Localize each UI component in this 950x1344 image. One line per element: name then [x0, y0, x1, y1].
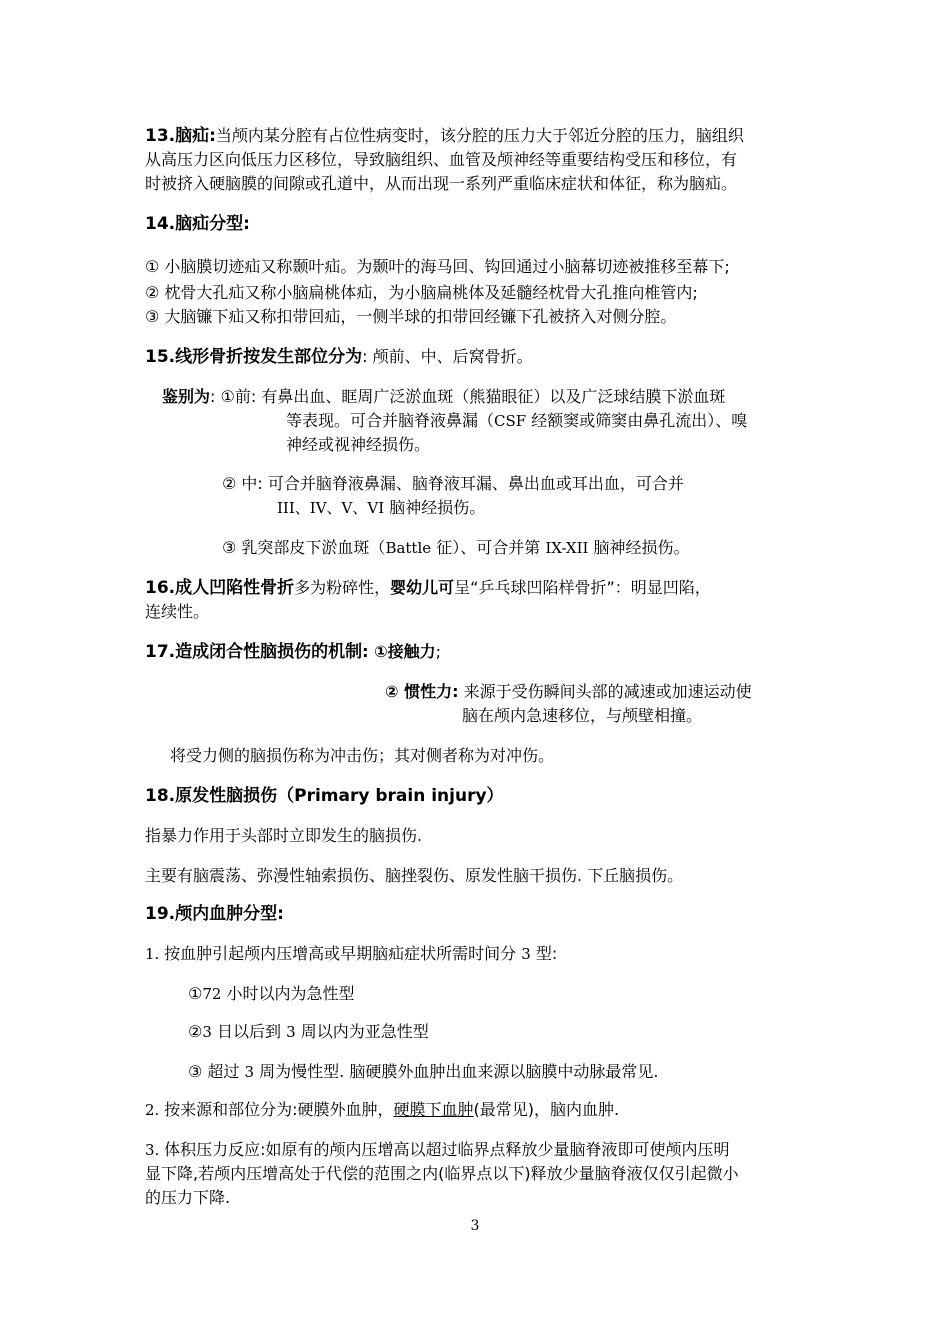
- section-18-line-2: 主要有脑震荡、弥漫性轴索损伤、脑挫裂伤、原发性脑干损伤. 下丘脑损伤。: [145, 866, 684, 885]
- section-15-diag-line-1: [162, 385, 725, 409]
- section-15-posterior-line: [222, 536, 690, 560]
- text-span: 周为慢性型. 脑硬膜外血肿出血来源以脑膜中动脉最常见.: [254, 1062, 659, 1081]
- section-19-title: 19.颅内血肿分型:: [145, 904, 284, 924]
- text-span: ③ 超过: [188, 1062, 245, 1081]
- subdural-hematoma-underlined: 硬膜下血肿: [393, 1100, 474, 1119]
- section-14-title: 14.脑疝分型:: [145, 214, 250, 234]
- text-span: 按来源和部位分为:硬膜外血肿，: [164, 1100, 394, 1119]
- section-15-title-line: [145, 345, 533, 369]
- section-19-type-2: [188, 1020, 429, 1044]
- section-17-note: 将受力侧的脑损伤称为冲击伤；其对侧者称为对冲伤。: [170, 746, 555, 765]
- section-15-middle-line-2: [277, 496, 485, 520]
- text-span: ② 惯性力:: [385, 682, 459, 701]
- text-span: IX-XII: [545, 539, 589, 557]
- text-span: 3: [202, 1023, 212, 1041]
- section-17-title-line: [145, 640, 441, 664]
- text-span: 征）、可合并第: [431, 538, 546, 557]
- section-15-middle-line-1: ② 中: 可合并脑脊液鼻漏、脑脊液耳漏、鼻出血或耳出血，可合并: [222, 474, 684, 493]
- section-13-text: 当颅内某分腔有占位性病变时，该分腔的压力大于邻近分腔的压力，脑组织: [215, 126, 744, 145]
- text-span: ①: [188, 984, 203, 1003]
- text-span: Battle: [385, 539, 432, 557]
- text-span: 多为粉碎性，: [294, 578, 391, 597]
- text-span: 1.: [145, 945, 165, 963]
- section-19-type-3: [188, 1060, 658, 1084]
- text-span: 3: [244, 1063, 255, 1081]
- text-span: 3.: [145, 1141, 165, 1159]
- text-span: 16.成人凹陷性骨折: [145, 578, 295, 598]
- section-15-anterior-text: : ①前: 有鼻出血、眶周广泛淤血斑（熊猫眼征）以及广泛球结膜下淤血斑: [210, 387, 726, 406]
- text-span: 周以内为亚急性型: [295, 1022, 429, 1041]
- text-span: 婴幼儿可: [390, 578, 455, 597]
- text-span: CSF: [494, 412, 527, 430]
- text-span: (最常见)，脑内血肿.: [473, 1100, 620, 1119]
- section-16-line-1: [145, 576, 711, 600]
- section-17-inertia-line-1: [385, 680, 752, 704]
- text-span: : ①接触力: [362, 642, 436, 661]
- page-number: 3: [470, 1218, 480, 1234]
- section-19-item-3-line-1: [145, 1138, 730, 1162]
- text-span: 日以后到: [211, 1022, 287, 1041]
- section-15-title-rest: : 颅前、中、后窝骨折。: [362, 347, 533, 366]
- text-span: 按血肿引起颅内压增高或早期脑疝症状所需时间分: [164, 944, 522, 963]
- section-18-title: 18.原发性脑损伤（Primary brain injury）: [145, 786, 504, 806]
- section-13-line-2: 从高压力区向低压力区移位，导致脑组织、血管及颅神经等重要结构受压和移位，有: [145, 150, 738, 169]
- text-span: 3: [286, 1023, 296, 1041]
- section-19-item-1: [145, 942, 557, 966]
- section-14-item-1: ① 小脑膜切迹疝又称颞叶疝。为颞叶的海马回、钩回通过小脑幕切迹被推移至幕下;: [145, 257, 730, 276]
- text-span: 3: [521, 945, 531, 963]
- section-13-label: 13.脑疝:: [145, 126, 216, 146]
- section-19-item-2: [145, 1098, 619, 1122]
- section-15-title: 15.线形骨折按发生部位分为: [145, 347, 363, 367]
- section-14-item-2: ② 枕骨大孔疝又称小脑扁桃体疝，为小脑扁桃体及延髓经枕骨大孔推向椎管内;: [145, 283, 698, 302]
- text-span: III、IV、V、VI: [277, 499, 385, 517]
- text-span: 体积压力反应:如原有的颅内压增高以超过临界点释放少量脑脊液即可使颅内压明: [164, 1140, 730, 1159]
- text-span: 72: [202, 985, 222, 1003]
- section-14-item-3: ③ 大脑镰下疝又称扣带回疝，一侧半球的扣带回经镰下孔被挤入对侧分腔。: [145, 307, 677, 326]
- text-span: 经额窦或筛窦由鼻孔流出）、嗅: [526, 411, 748, 430]
- section-16-line-2: 连续性。: [145, 602, 210, 621]
- text-span: 等表现。可合并脑脊液鼻漏（: [286, 411, 495, 430]
- text-span: 来源于受伤瞬间头部的减速或加速运动使: [458, 682, 752, 701]
- section-15-diag-line-2: [286, 409, 747, 433]
- section-17-title: 17.造成闭合性脑损伤的机制: [145, 642, 363, 662]
- section-15-diag-label: 鉴别为: [162, 387, 211, 406]
- section-19-item-3-line-2: 显下降,若颅内压增高处于代偿的范围之内(临界点以下)释放少量脑脊液仅仅引起微小: [145, 1164, 739, 1183]
- section-19-item-3-line-3: 的压力下降.: [145, 1188, 231, 1207]
- section-13-line-1: [145, 124, 744, 148]
- text-span: 小时以内为急性型: [221, 984, 355, 1003]
- section-18-line-1: 指暴力作用于头部时立即发生的脑损伤.: [145, 826, 423, 845]
- text-span: 脑神经损伤。: [384, 498, 486, 517]
- text-span: ③ 乳突部皮下淤血斑（: [222, 538, 386, 557]
- text-span: 2.: [145, 1101, 165, 1119]
- text-span: 脑神经损伤。: [588, 538, 690, 557]
- section-13-line-3: 时被挤入硬脑膜的间隙或孔道中，从而出现一系列严重临床症状和体征，称为脑疝。: [145, 174, 738, 193]
- text-span: ②: [188, 1022, 203, 1041]
- section-19-type-1: [188, 982, 355, 1006]
- text-span: 呈“乒乓球凹陷样骨折”：明显凹陷，: [454, 578, 711, 597]
- section-17-inertia-line-2: 脑在颅内急速移位，与颅壁相撞。: [462, 706, 703, 725]
- text-span: 型:: [530, 944, 558, 963]
- section-15-diag-line-3: 神经或视神经损伤。: [286, 435, 431, 454]
- text-span: ;: [435, 642, 442, 661]
